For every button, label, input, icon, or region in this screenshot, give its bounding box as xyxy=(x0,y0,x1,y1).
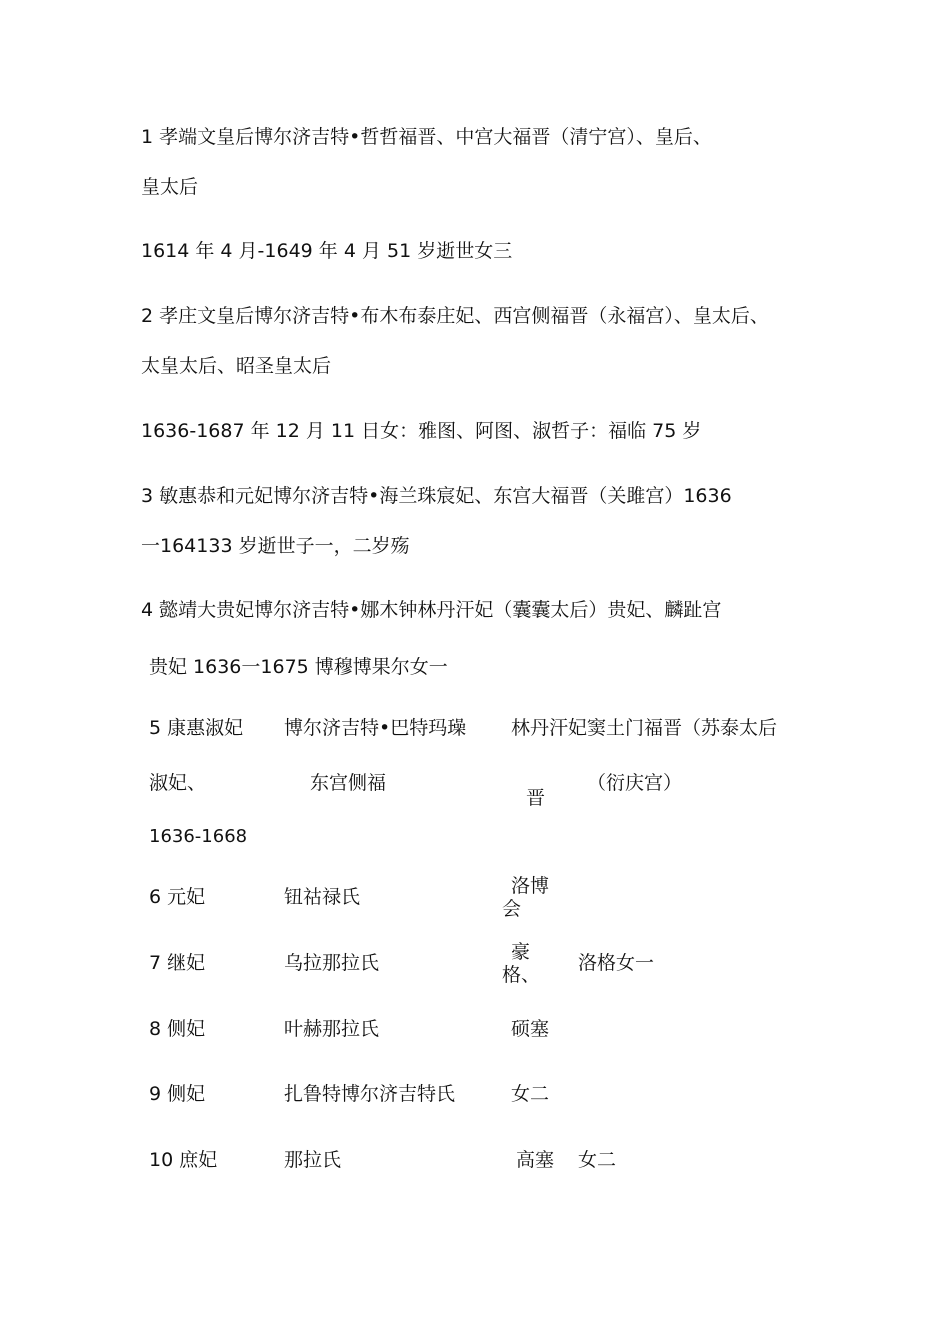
row-8-col-3: 硕塞 xyxy=(511,1018,550,1040)
entry-2-line-1: 2 孝庄文皇后博尔济吉特•布木布泰庄妃、西宫侧福晋（永福宫）、皇太后、 xyxy=(141,305,769,327)
row-10-col-2: 那拉氏 xyxy=(284,1149,342,1171)
entry-5-col-3: 林丹汗妃窦土门福晋（苏泰太后 xyxy=(511,717,778,739)
entry-5-row-2-col-1: 淑妃、 xyxy=(149,772,207,794)
entry-1-line-1: 1 孝端文皇后博尔济吉特•哲哲福晋、中宫大福晋（清宁宫）、皇后、 xyxy=(141,126,712,148)
row-10-col-3: 高塞 xyxy=(516,1149,555,1171)
row-10-col-4: 女二 xyxy=(578,1149,617,1171)
row-9-col-2: 扎鲁特博尔济吉特氏 xyxy=(284,1083,456,1105)
entry-5-dates: 1636-1668 xyxy=(149,826,248,847)
row-6-col-3-a: 洛博 xyxy=(511,875,550,897)
entry-2-dates: 1636-1687 年 12 月 11 日女：雅图、阿图、淑哲子：福临 75 岁 xyxy=(141,420,702,442)
entry-5-row-2-col-3: 晋 xyxy=(526,787,546,809)
entry-5-row-2-col-2: 东宫侧福 xyxy=(310,772,387,794)
entry-2-line-2: 太皇太后、昭圣皇太后 xyxy=(141,355,332,377)
row-7-col-3-b: 格、 xyxy=(502,964,541,986)
row-8-col-1: 8 侧妃 xyxy=(149,1018,206,1040)
entry-1-line-2: 皇太后 xyxy=(141,176,199,198)
entry-4-line-1: 4 懿靖大贵妃博尔济吉特•娜木钟林丹汗妃（囊囊太后）贵妃、麟趾宫 xyxy=(141,599,722,621)
entry-1-dates: 1614 年 4 月-1649 年 4 月 51 岁逝世女三 xyxy=(141,240,513,262)
row-6-col-1: 6 元妃 xyxy=(149,886,206,908)
row-9-col-1: 9 侧妃 xyxy=(149,1083,206,1105)
row-6-col-2: 钮祜禄氏 xyxy=(284,886,361,908)
row-7-col-1: 7 继妃 xyxy=(149,952,206,974)
entry-3-line-2: 一164133 岁逝世子一，二岁殇 xyxy=(141,535,410,557)
entry-5-row-2-col-4: （衍庆宫） xyxy=(587,772,683,794)
row-6-col-3-b: 会 xyxy=(502,898,522,920)
entry-3-line-1: 3 敏惠恭和元妃博尔济吉特•海兰珠宸妃、东宫大福晋（关雎宫）1636 xyxy=(141,485,732,507)
row-7-col-4: 洛格女一 xyxy=(578,952,655,974)
row-7-col-3-a: 豪 xyxy=(511,941,531,963)
row-10-col-1: 10 庶妃 xyxy=(149,1149,218,1171)
row-8-col-2: 叶赫那拉氏 xyxy=(284,1018,380,1040)
row-7-col-2: 乌拉那拉氏 xyxy=(284,952,380,974)
entry-4-line-2: 贵妃 1636一1675 博穆博果尔女一 xyxy=(149,656,448,678)
row-9-col-3: 女二 xyxy=(511,1083,550,1105)
entry-5-col-2: 博尔济吉特•巴特玛璪 xyxy=(284,717,467,739)
entry-5-col-1: 5 康惠淑妃 xyxy=(149,717,244,739)
